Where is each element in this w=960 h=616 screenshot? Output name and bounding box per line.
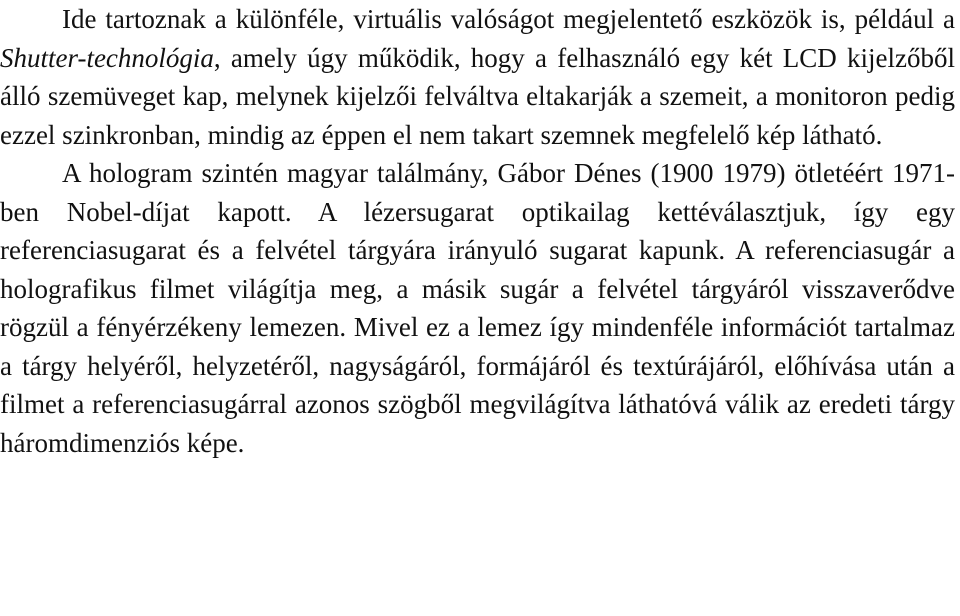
shutter-technology-term: Shutter-technológia	[0, 42, 214, 73]
paragraph-1-text-end: , amely úgy működik, hogy a felhasználó egy két LCD kijelzőből álló szemüveget kap, melynek kijelzői felváltva eltakarják a szemeit, a monitoron pedig ezzel szinkronban, mindig az éppen el nem takart szemnek megfelelő kép látható.	[0, 42, 955, 150]
paragraph-virtual-reality	[0, 0, 955, 154]
paragraph-1-text-start: Ide tartoznak a különféle, virtuális valóságot megjelentető eszközök is, például a	[62, 4, 955, 34]
paragraph-hologram	[0, 154, 955, 462]
paragraph-2-text: A hologram szintén magyar találmány, Gábor Dénes (1900 1979) ötletéért 1971-ben Nobel-díjat kapott. A lézersugarat optikailag kettéválasztjuk, így egy referenciasugarat és a felvétel tárgyára irányuló sugarat kapunk. A referenciasugár a holografikus filmet világítja meg, a másik sugár a felvétel tárgyáról visszaverődve rögzül a fényérzékeny lemezen. Mivel ez a lemez így mindenféle információt tartalmaz a tárgy helyéről, helyzetéről, nagyságáról, formájáról és textúrájáról, előhívása után a filmet a referenciasugárral azonos szögből megvilágítva láthatóvá válik az eredeti tárgy háromdimenziós képe.	[0, 158, 955, 458]
